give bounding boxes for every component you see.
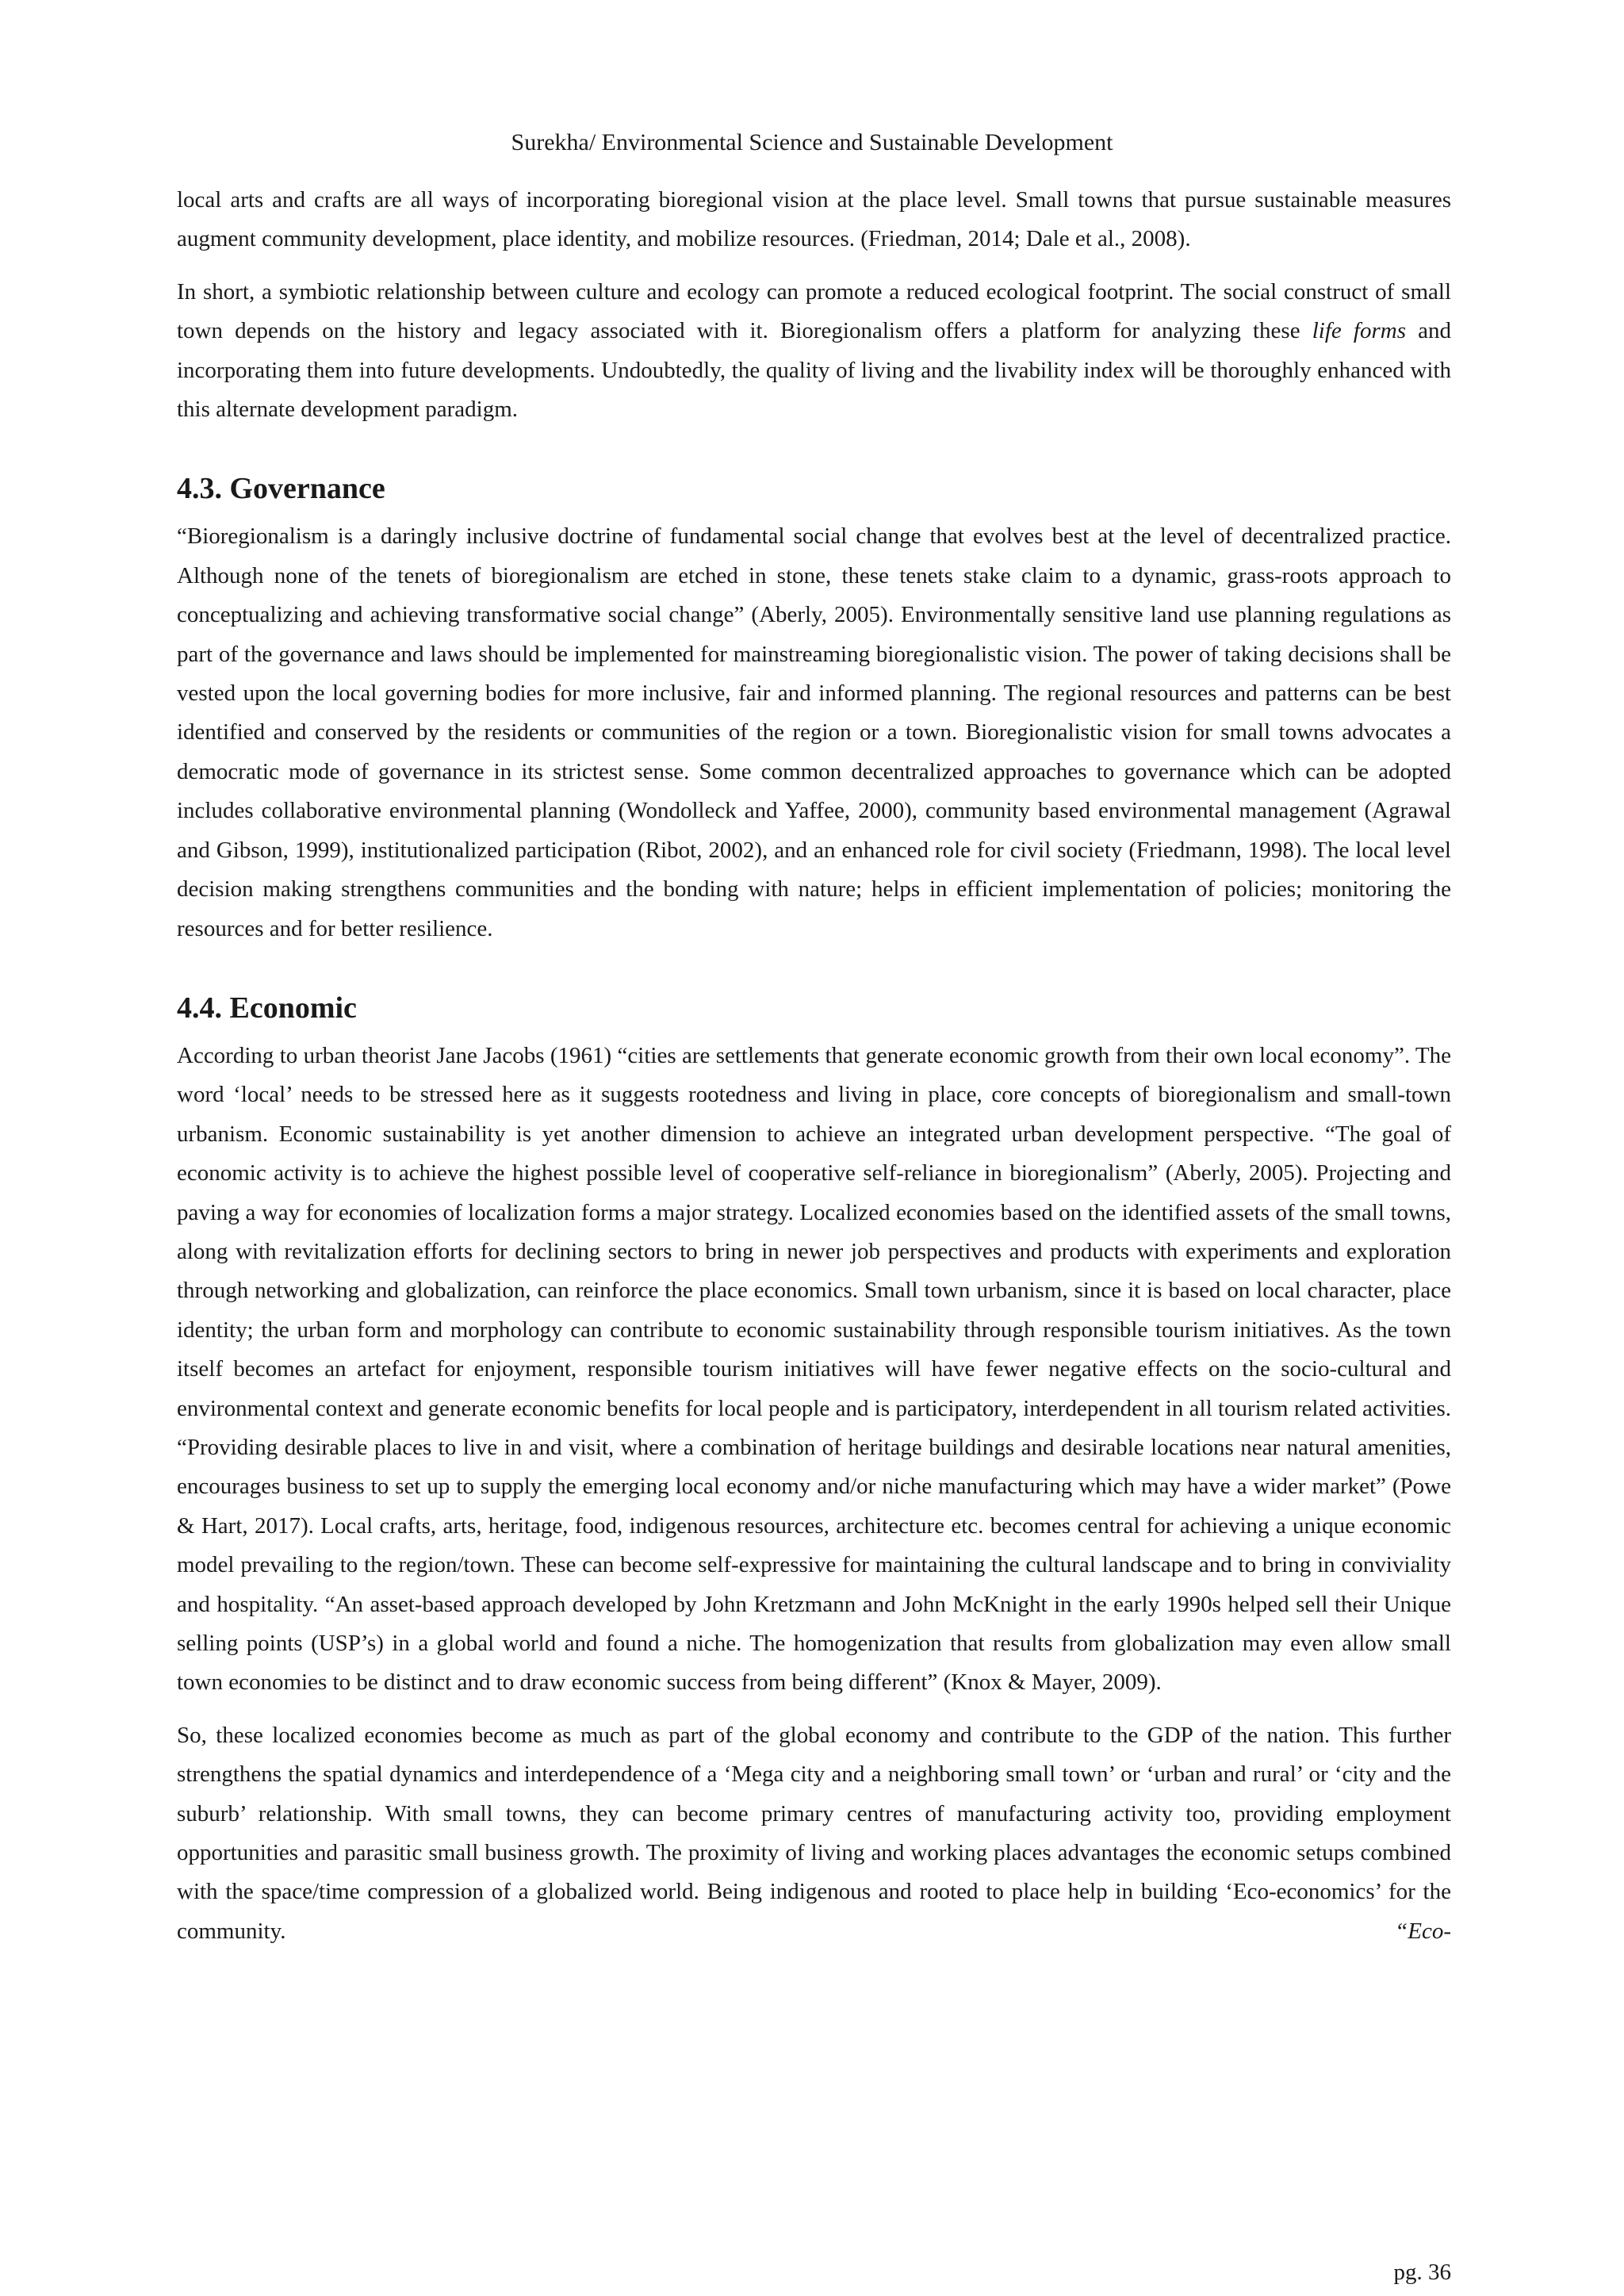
paragraph-localized-economies: [177, 1716, 1451, 1951]
paragraph-text: So, these localized economies become as much as part of the global economy and contribute to the GDP of the nation. This further strengthens the spatial dynamics and interdependence of a ‘Mega city and a neighboring small town’ or ‘urban and rural’ or ‘city and the suburb’ relationship. With small towns, they can become primary centres of manufacturing activity too, providing employment opportunities and parasitic small business growth. The proximity of living and working places advantages the economic setups combined with the space/time compression of a globalized world. Being indigenous and rooted to place help in building ‘Eco-economics’ for the community.: [177, 1722, 1451, 1944]
paragraph-governance: “Bioregionalism is a daringly inclusive doctrine of fundamental social change that evolves best at the level of decentralized practice. Although none of the tenets of bioregionalism are etched in stone, these tenets stake claim to a dynamic, grass-roots approach to conceptualizing and achieving transformative social change” (Aberly, 2005). Environmentally sensitive land use planning regulations as part of the governance and laws should be implemented for mainstreaming bioregionalistic vision. The power of taking decisions shall be vested upon the local governing bodies for more inclusive, fair and informed planning. The regional resources and patterns can be best identified and conserved by the residents or communities of the region or a town. Bioregionalistic vision for small towns advocates a democratic mode of governance in its strictest sense. Some common decentralized approaches to governance which can be adopted includes collaborative environmental planning (Wondolleck and Yaffee, 2000), community based environmental management (Agrawal and Gibson, 1999), institutionalized participation (Ribot, 2002), and an enhanced role for civil society (Friedmann, 1998). The local level decision making strengthens communities and the bonding with nature; helps in efficient implementation of policies; monitoring the resources and for better resilience.: [177, 523, 1451, 941]
paragraph-symbiotic-relationship: [177, 273, 1451, 430]
paragraph-economic: According to urban theorist Jane Jacobs (1961) “cities are settlements that generate economic growth from their own local economy”. The word ‘local’ needs to be stressed here as it suggests rootedness and living in place, core concepts of bioregionalism and small-town urbanism. Economic sustainability is yet another dimension to achieve an integrated urban development perspective. “The goal of economic activity is to achieve the highest possible level of cooperative self-reliance in bioregionalism” (Aberly, 2005). Projecting and paving a way for economies of localization forms a major strategy. Localized economies based on the identified assets of the small towns, along with revitalization efforts for declining sectors to bring in newer job perspectives and products with experiments and exploration through networking and globalization, can reinforce the place economics. Small town urbanism, since it is based on local character, place identity; the urban form and morphology can contribute to economic sustainability through responsible tourism initiatives. As the town itself becomes an artefact for enjoyment, responsible tourism initiatives will have fewer negative effects on the socio-cultural and environmental context and generate economic benefits for local people and is participatory, interdependent in all tourism related activities. “Providing desirable places to live in and visit, where a combination of heritage buildings and desirable locations near natural amenities, encourages business to set up to supply the emerging local economy and/or niche manufacturing which may have a wider market” (Powe & Hart, 2017). Local crafts, arts, heritage, food, indigenous resources, architecture etc. becomes central for achieving a unique economic model prevailing to the region/town. These can become self-expressive for maintaining the cultural landscape and to bring in conviviality and hospitality. “An asset-based approach developed by John Kretzmann and John McKnight in the early 1990s helped sell their Unique selling points (USP’s) in a global world and found a niche. The homogenization that results from globalization may even allow small town economies to be distinct and to draw economic success from being different” (Knox & Mayer, 2009).: [177, 1042, 1451, 1696]
paragraph-text: and incorporating them into future developments. Undoubtedly, the quality of living and the livability index will be thoroughly enhanced with this alternate development paradigm.: [177, 318, 1451, 423]
page-number: pg. 36: [1393, 2260, 1451, 2285]
italic-term: “Eco-: [1395, 1918, 1451, 1944]
running-header: Surekha/ Environmental Science and Sustainable Development: [511, 129, 1113, 155]
italic-term: life forms: [1312, 318, 1406, 344]
section-heading-economic: 4.4. Economic: [177, 991, 357, 1025]
paragraph-bioregional-vision: local arts and crafts are all ways of incorporating bioregional vision at the place level. Small towns that pursue sustainable measures augment community development, place identity, and mobilize resources. (Friedman, 2014; Dale et al., 2008).: [177, 187, 1451, 252]
article-body: [177, 181, 1451, 1951]
paragraph-text: In short, a symbiotic relationship between culture and ecology can promote a reduced ecological footprint. The social construct of small town depends on the history and legacy associated with it. Bioregionalism offers a platform for analyzing these: [177, 278, 1451, 344]
section-heading-governance: 4.3. Governance: [177, 472, 385, 506]
